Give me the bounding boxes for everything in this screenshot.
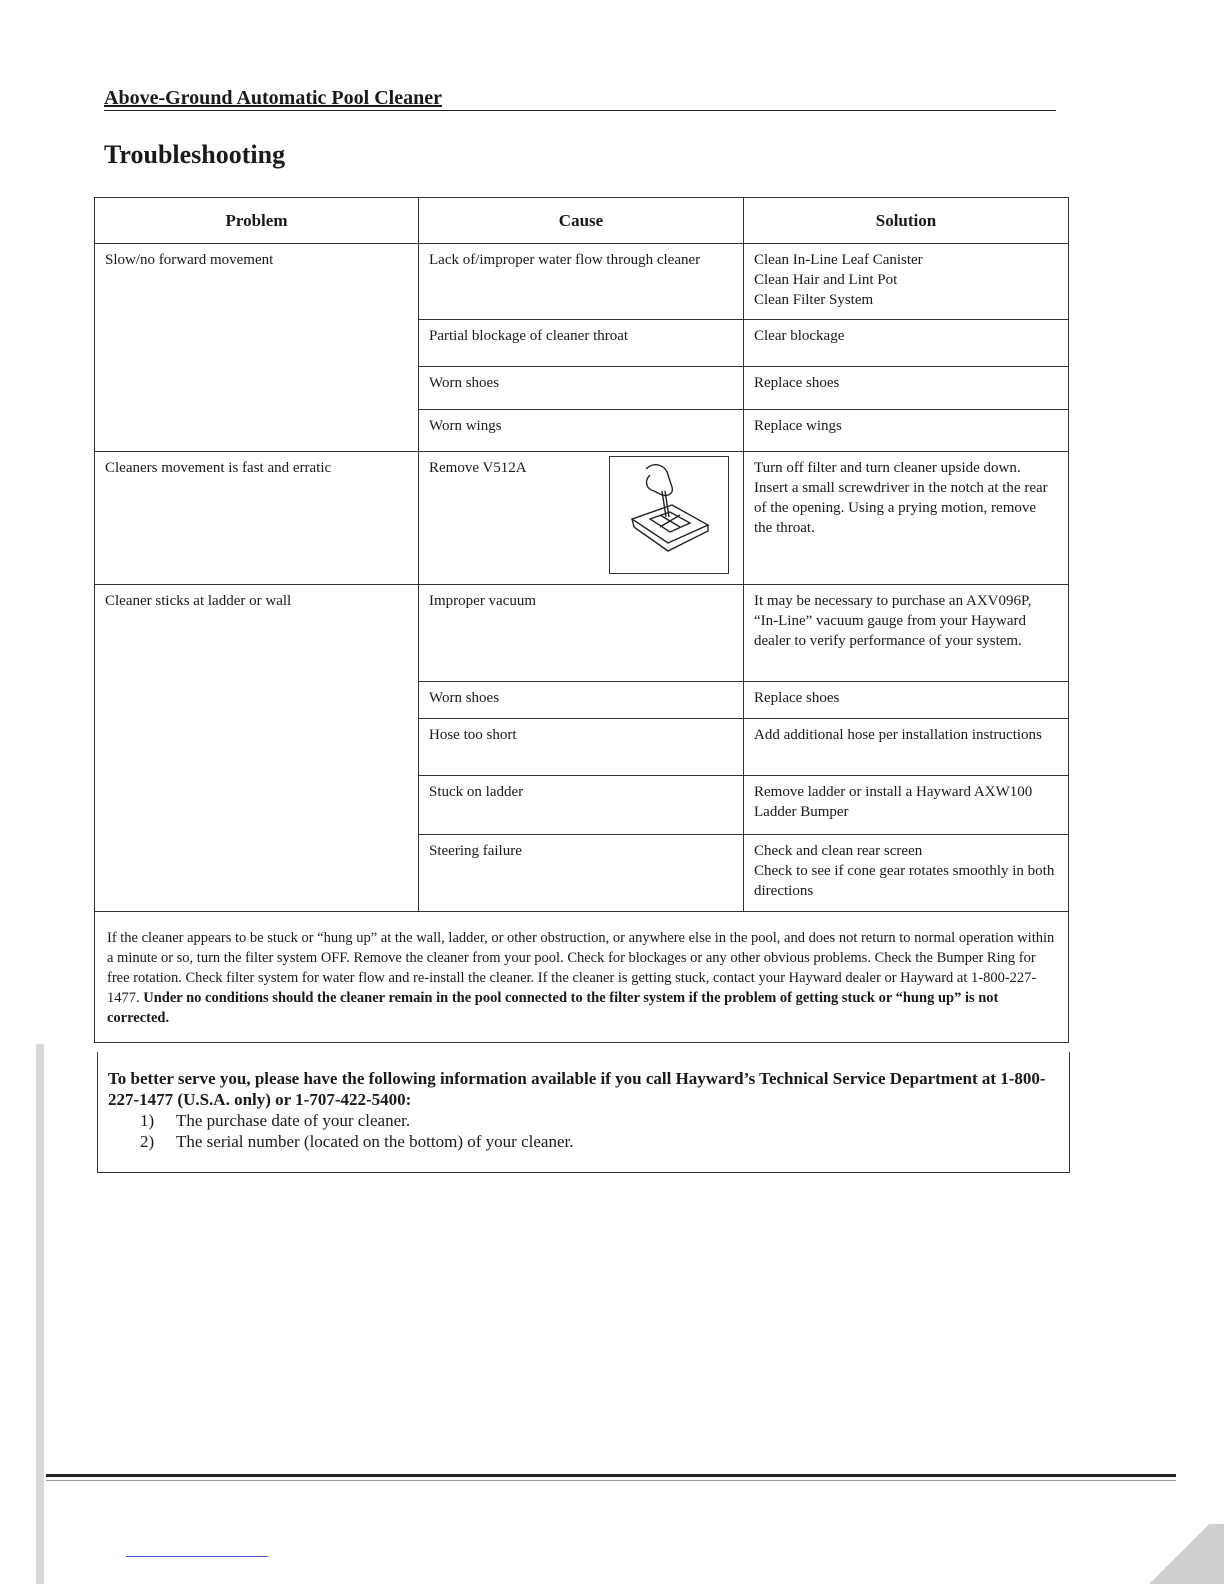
solution-cell: Replace shoes xyxy=(744,682,1069,719)
footer-rule xyxy=(46,1474,1176,1477)
solution-cell: Remove ladder or install a Hayward AXW100 Ladder Bumper xyxy=(744,776,1069,835)
solution-cell: Clear blockage xyxy=(744,320,1069,367)
note-text: If the cleaner appears to be stuck or “hung up” at the wall, ladder, or other obstruction, or anywhere else in the pool, and does not return to normal operation within a minute or so, turn the filter system OFF. Remove the cleaner from your pool. Check for blockages or any other obvious problems. Check the Bumper Ring for free rotation. Check filter system for water flow and re-install the cleaner. If the cleaner is getting stuck, contact your Hayward dealer or Hayward at 1-800-227-1477. xyxy=(107,930,1055,1006)
table-row xyxy=(95,244,1069,320)
service-info-list xyxy=(108,1110,1059,1152)
solution-line: Check and clean rear screen xyxy=(754,843,923,859)
cause-cell: Worn wings xyxy=(419,410,744,452)
stuck-cleaner-note xyxy=(95,912,1069,1043)
solution-cell xyxy=(744,835,1069,912)
cause-cell: Stuck on ladder xyxy=(419,776,744,835)
solution-cell: Add additional hose per installation instructions xyxy=(744,719,1069,776)
technical-service-box xyxy=(97,1052,1070,1173)
footer-rule-shadow xyxy=(46,1480,1176,1481)
list-text: The purchase date of your cleaner. xyxy=(176,1111,411,1130)
list-number: 1) xyxy=(140,1111,155,1130)
solution-cell: Replace shoes xyxy=(744,367,1069,410)
header-title: Above-Ground Automatic Pool Cleaner xyxy=(104,87,442,109)
column-header-problem: Problem xyxy=(95,198,419,244)
service-lead: To better serve you, please have the following information available if you call Hayward’s Technical Service Department at 1-800-227-1477 (U.S.A. only) or 1-707-422-5400: xyxy=(108,1069,1046,1109)
cause-cell: Lack of/improper water flow through cleaner xyxy=(419,244,744,320)
solution-line: Clean Hair and Lint Pot xyxy=(754,272,898,288)
problem-cell: Cleaners movement is fast and erratic xyxy=(95,452,419,585)
list-text: The serial number (located on the bottom) of your cleaner. xyxy=(176,1132,574,1151)
solution-cell: It may be necessary to purchase an AXV096P, “In-Line” vacuum gauge from your Hayward dealer to verify performance of your system. xyxy=(744,585,1069,682)
problem-cell: Cleaner sticks at ladder or wall xyxy=(95,585,419,912)
cause-cell: Worn shoes xyxy=(419,682,744,719)
solution-line: Clean Filter System xyxy=(754,292,874,308)
cause-cell: Worn shoes xyxy=(419,367,744,410)
problem-cell: Slow/no forward movement xyxy=(95,244,419,452)
page-corner-shadow xyxy=(1134,1524,1224,1584)
solution-line: Clean In-Line Leaf Canister xyxy=(754,252,923,268)
note-warning: Under no conditions should the cleaner remain in the pool connected to the filter system if the problem of getting stuck or “hung up” is not corrected. xyxy=(107,990,999,1026)
solution-cell: Turn off filter and turn cleaner upside down. Insert a small screwdriver in the notch at the rear of the opening. Using a prying motion, remove the throat. xyxy=(744,452,1069,585)
list-item xyxy=(108,1131,1059,1152)
solution-line: Check to see if cone gear rotates smoothly in both directions xyxy=(754,863,1055,899)
cause-cell: Steering failure xyxy=(419,835,744,912)
table-header-row xyxy=(95,198,1069,244)
screwdriver-diagram-icon xyxy=(610,457,728,573)
footer-link-underline xyxy=(126,1556,268,1557)
list-item xyxy=(108,1110,1059,1131)
column-header-solution: Solution xyxy=(744,198,1069,244)
table-row xyxy=(95,585,1069,682)
scan-edge-shadow xyxy=(36,1044,44,1584)
column-header-cause: Cause xyxy=(419,198,744,244)
page-header xyxy=(104,86,1056,111)
cause-cell: Improper vacuum xyxy=(419,585,744,682)
troubleshooting-table xyxy=(94,197,1069,1043)
page-title: Troubleshooting xyxy=(104,140,286,169)
cause-cell xyxy=(419,452,744,585)
cause-cell: Partial blockage of cleaner throat xyxy=(419,320,744,367)
cause-cell: Hose too short xyxy=(419,719,744,776)
throat-removal-illustration xyxy=(609,456,729,574)
solution-cell xyxy=(744,244,1069,320)
list-number: 2) xyxy=(140,1132,155,1151)
solution-cell: Replace wings xyxy=(744,410,1069,452)
cause-text: Remove V512A xyxy=(429,460,527,476)
table-row xyxy=(95,452,1069,585)
note-row xyxy=(95,912,1069,1043)
